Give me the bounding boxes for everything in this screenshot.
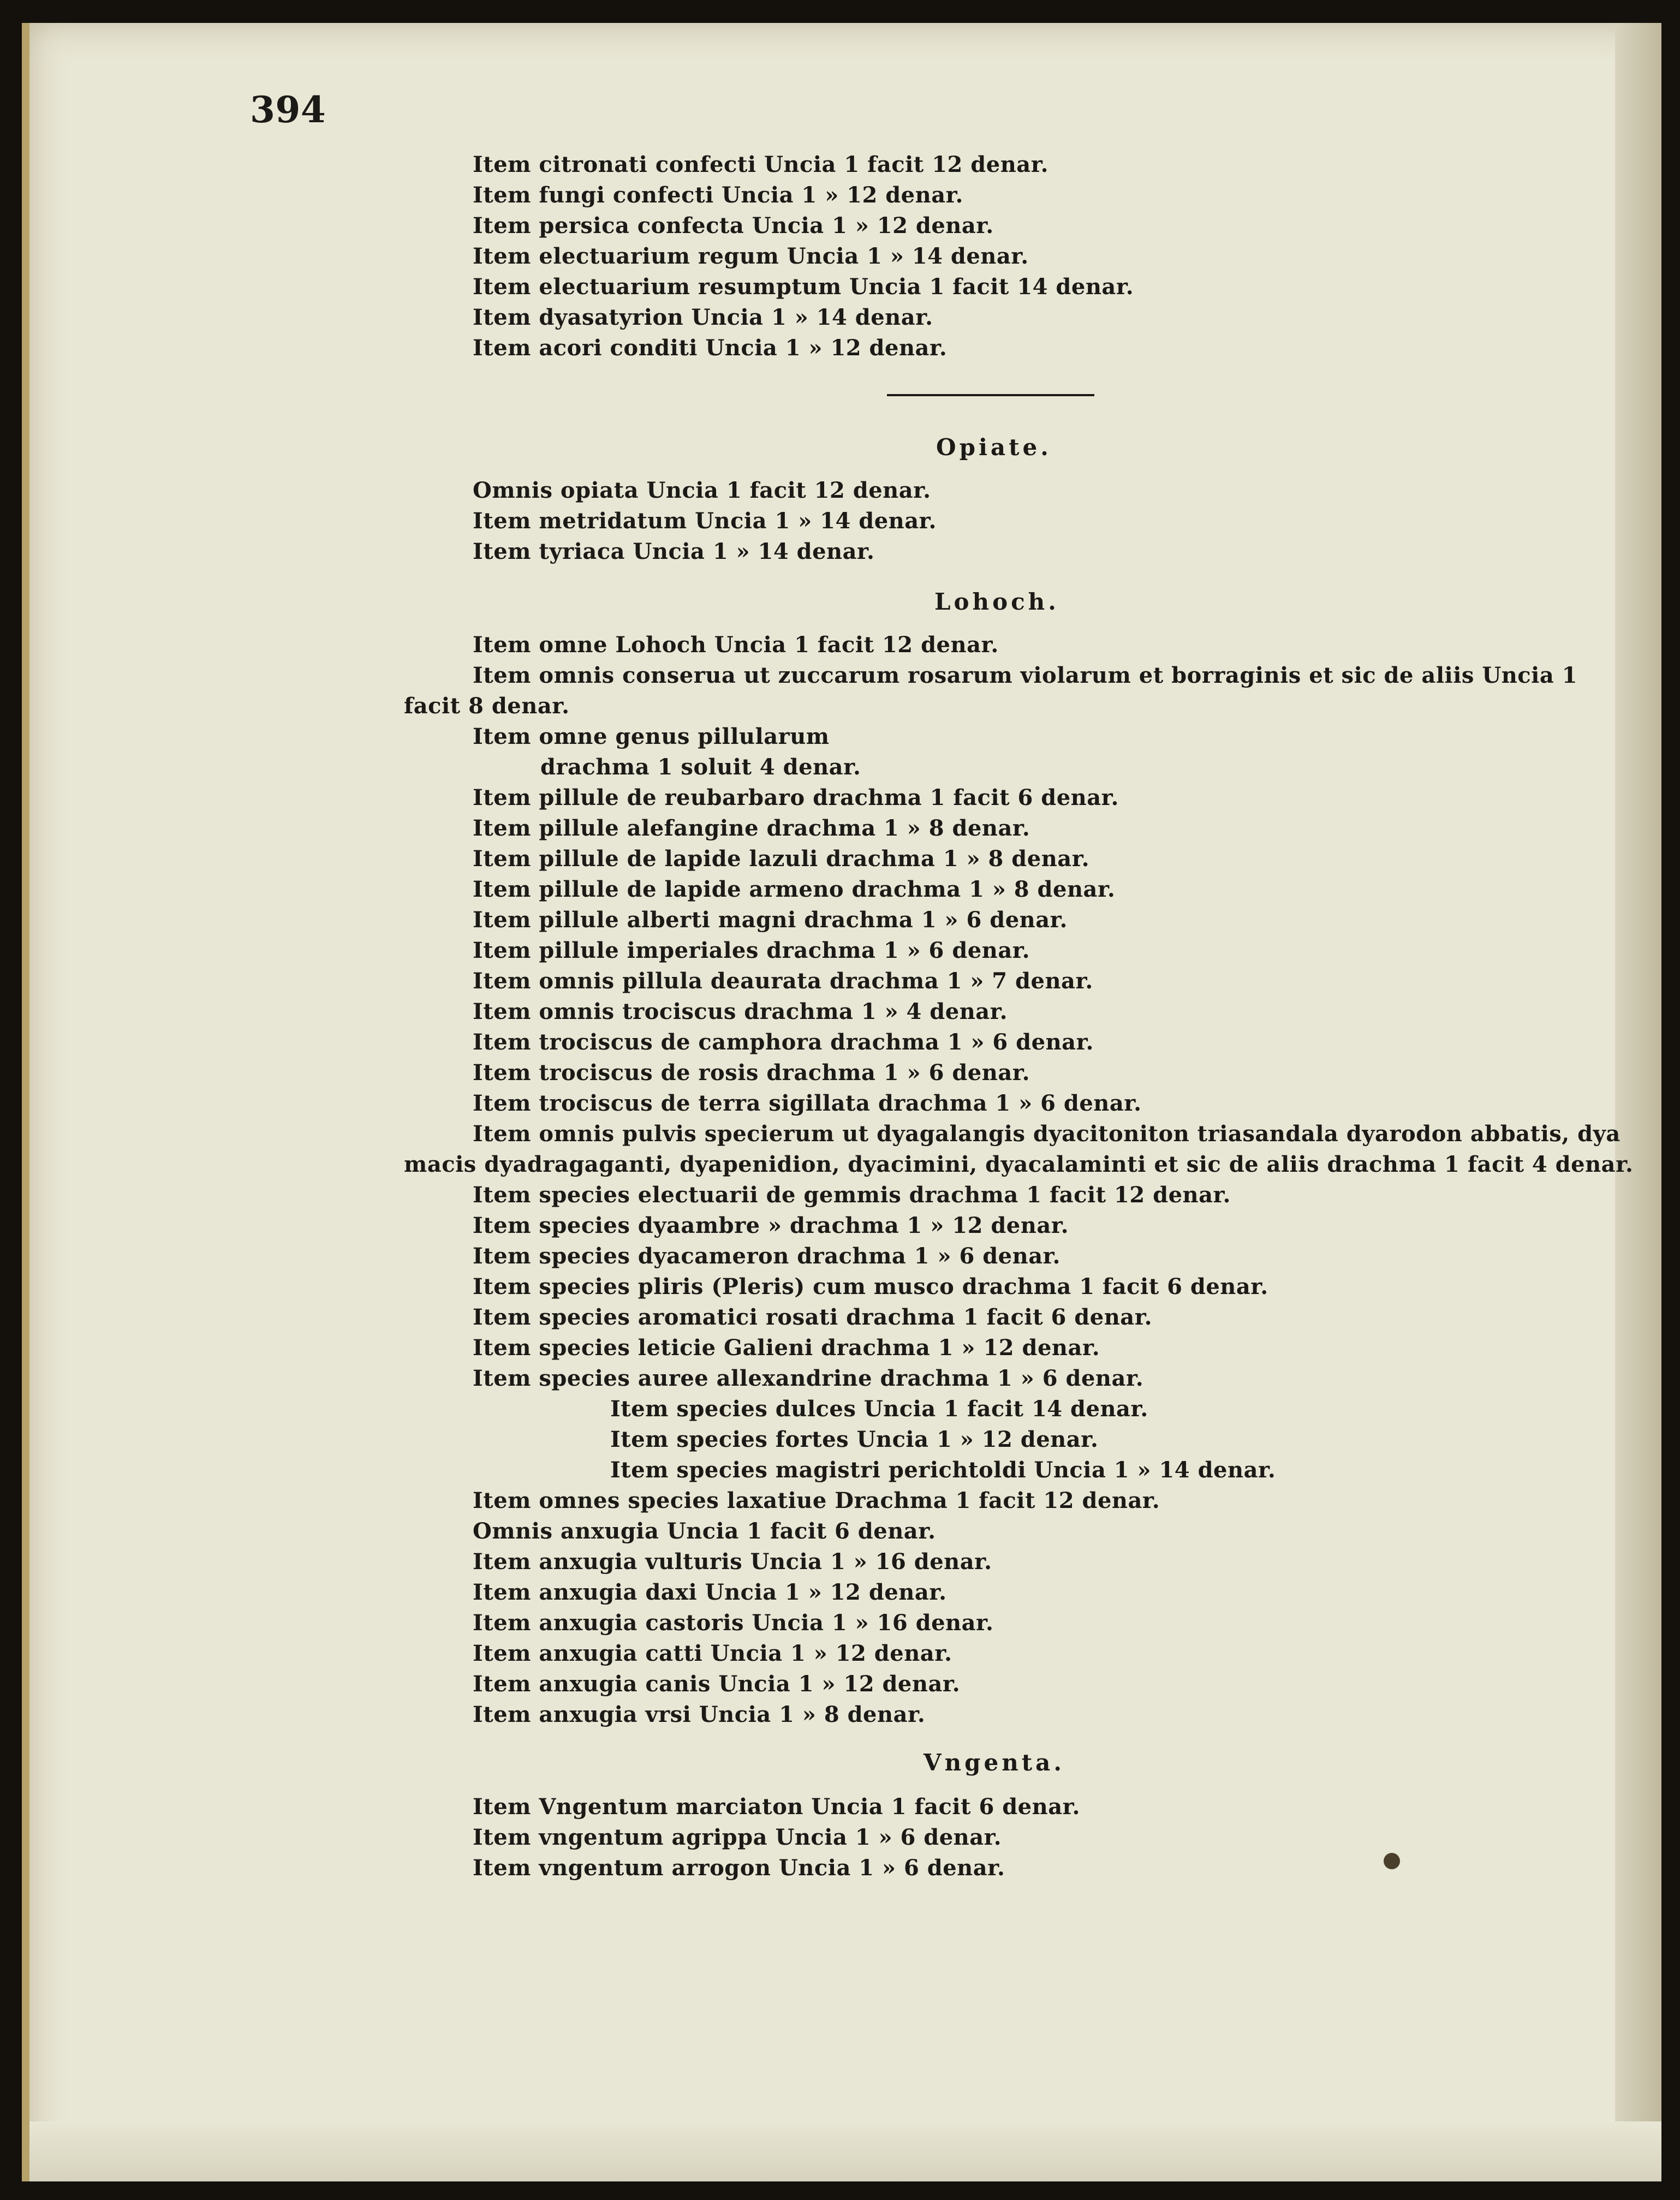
- text-line: Item fungi confecti Uncia 1 » 12 denar.: [473, 182, 963, 208]
- page-spine: [1615, 23, 1661, 2181]
- text-line: Item anxugia daxi Uncia 1 » 12 denar.: [473, 1579, 947, 1605]
- page-number: 394: [250, 88, 326, 131]
- text-line: Item species magistri perichtoldi Uncia 1 » 14 denar.: [610, 1457, 1276, 1483]
- text-line: Item Vngentum marciaton Uncia 1 facit 6 denar.: [473, 1794, 1080, 1820]
- text-line: Item species auree allexandrine drachma 1 » 6 denar.: [473, 1366, 1144, 1391]
- text-line: Omnis opiata Uncia 1 facit 12 denar.: [473, 478, 931, 503]
- text-line: Item pillule alberti magni drachma 1 » 6 denar.: [473, 907, 1068, 933]
- text-line: Item omne genus pillularum: [473, 724, 830, 749]
- text-line: Item tyriaca Uncia 1 » 14 denar.: [473, 539, 875, 564]
- text-line: Item species dulces Uncia 1 facit 14 denar.: [610, 1396, 1148, 1422]
- text-line: Omnis anxugia Uncia 1 facit 6 denar.: [473, 1518, 936, 1544]
- text-line: Item electuarium regum Uncia 1 » 14 denar.: [473, 243, 1029, 269]
- text-line: Item dyasatyrion Uncia 1 » 14 denar.: [473, 305, 933, 330]
- text-line: Item omne Lohoch Uncia 1 facit 12 denar.: [473, 632, 999, 658]
- text-line: Item species pliris (Pleris) cum musco drachma 1 facit 6 denar.: [473, 1274, 1268, 1299]
- text-line: Item pillule de reubarbaro drachma 1 facit 6 denar.: [473, 785, 1119, 810]
- section-heading: Opiate.: [936, 434, 1052, 461]
- text-line: Item anxugia castoris Uncia 1 » 16 denar.: [473, 1610, 994, 1636]
- text-line: Item trociscus de camphora drachma 1 » 6 denar.: [473, 1029, 1094, 1055]
- text-line: Item species dyacameron drachma 1 » 6 denar.: [473, 1243, 1061, 1269]
- text-line: Item trociscus de rosis drachma 1 » 6 denar.: [473, 1060, 1030, 1086]
- text-line: Item acori conditi Uncia 1 » 12 denar.: [473, 335, 948, 361]
- text-line: Item metridatum Uncia 1 » 14 denar.: [473, 508, 937, 534]
- text-line: Item anxugia canis Uncia 1 » 12 denar.: [473, 1671, 961, 1697]
- text-line: Item omnes species laxatiue Drachma 1 facit 12 denar.: [473, 1488, 1160, 1513]
- page-bottom-fold: [29, 2121, 1661, 2181]
- text-line: Item species dyaambre » drachma 1 » 12 denar.: [473, 1213, 1069, 1238]
- text-line: Item species aromatici rosati drachma 1 facit 6 denar.: [473, 1304, 1153, 1330]
- text-line: drachma 1 soluit 4 denar.: [540, 754, 861, 780]
- text-line: facit 8 denar.: [404, 693, 570, 719]
- text-line: Item vngentum arrogon Uncia 1 » 6 denar.: [473, 1855, 1005, 1881]
- ink-stain: [1384, 1853, 1400, 1869]
- text-line: Item anxugia catti Uncia 1 » 12 denar.: [473, 1641, 952, 1666]
- section-heading: Vngenta.: [924, 1749, 1065, 1776]
- text-line: Item anxugia vrsi Uncia 1 » 8 denar.: [473, 1702, 926, 1727]
- text-line: Item species electuarii de gemmis drachma 1 facit 12 denar.: [473, 1182, 1231, 1208]
- text-line: Item trociscus de terra sigillata drachma 1 » 6 denar.: [473, 1090, 1142, 1116]
- text-line: Item anxugia vulturis Uncia 1 » 16 denar.: [473, 1549, 992, 1575]
- text-line: Item omnis conserua ut zuccarum rosarum violarum et borraginis et sic de aliis Uncia 1: [473, 663, 1578, 688]
- section-heading: Lohoch.: [934, 588, 1059, 615]
- text-line: Item omnis trociscus drachma 1 » 4 denar.: [473, 999, 1008, 1024]
- text-line: Item species leticie Galieni drachma 1 » 12 denar.: [473, 1335, 1100, 1361]
- text-line: Item persica confecta Uncia 1 » 12 denar.: [473, 213, 994, 239]
- text-line: Item pillule de lapide lazuli drachma 1 » 8 denar.: [473, 846, 1090, 872]
- text-line: macis dyadragaganti, dyapenidion, dyacimini, dyacalaminti et sic de aliis drachma 1 facit 4 denar.: [404, 1152, 1634, 1177]
- text-line: Item citronati confecti Uncia 1 facit 12 denar.: [473, 152, 1049, 177]
- text-line: Item species fortes Uncia 1 » 12 denar.: [610, 1427, 1099, 1452]
- text-line: Item vngentum agrippa Uncia 1 » 6 denar.: [473, 1825, 1002, 1850]
- section-divider: [887, 394, 1094, 396]
- text-line: Item omnis pillula deaurata drachma 1 » 7 denar.: [473, 968, 1093, 994]
- text-line: Item omnis pulvis specierum ut dyagalangis dyacitoniton triasandala dyarodon abbatis, dya: [473, 1121, 1621, 1147]
- text-line: Item pillule imperiales drachma 1 » 6 denar.: [473, 938, 1030, 963]
- text-line: Item pillule alefangine drachma 1 » 8 denar.: [473, 815, 1030, 841]
- text-line: Item pillule de lapide armeno drachma 1 » 8 denar.: [473, 877, 1116, 902]
- text-line: Item electuarium resumptum Uncia 1 facit 14 denar.: [473, 274, 1134, 300]
